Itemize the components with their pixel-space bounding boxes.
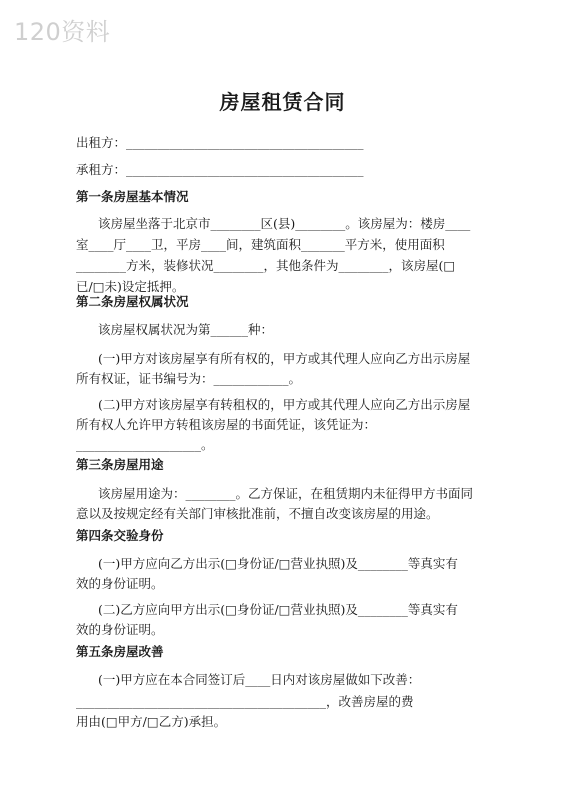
lessee-line: 承租方：______________________________________	[76, 162, 364, 177]
section-1-line: 该房屋坐落于北京市________区(县)________。该房屋为：楼房____	[98, 216, 471, 231]
document-title: 房屋租赁合同	[219, 90, 346, 114]
section-1-heading: 第一条房屋基本情况	[76, 189, 189, 204]
section-2-item-2-line: (二)甲方对该房屋享有转租权的，甲方或其代理人应向乙方出示房屋	[98, 397, 471, 412]
section-4-item-1-line: (一)甲方应向乙方出示(□身份证/□营业执照)及________等真实有	[98, 556, 458, 571]
section-5-item-1-line: ________________________________________，改善房屋的费	[76, 694, 414, 709]
section-3-heading: 第三条房屋用途	[76, 457, 164, 472]
section-1-line: ________方米，装修状况________，其他条件为________，该房屋(□	[76, 258, 456, 273]
watermark: 120资料	[14, 18, 111, 46]
section-4-item-1-line: 效的身份证明。	[76, 576, 164, 591]
lessor-line: 出租方：______________________________________	[76, 135, 364, 150]
section-2-item-1-line: (一)甲方对该房屋享有所有权的，甲方或其代理人应向乙方出示房屋	[98, 351, 471, 366]
section-2-intro: 该房屋权属状况为第______种：	[98, 322, 274, 337]
section-4-item-2-line: 效的身份证明。	[76, 622, 164, 637]
section-4-heading: 第四条交验身份	[76, 528, 164, 543]
section-2-item-2-line: 所有权人允许甲方转租该房屋的书面凭证，该凭证为：	[76, 417, 377, 432]
section-2-heading: 第二条房屋权属状况	[76, 294, 189, 309]
section-1-line: 室____厅____卫，平房____间，建筑面积_______平方米，使用面积	[76, 237, 445, 252]
section-5-item-1-line: (一)甲方应在本合同签订后____日内对该房屋做如下改善：	[98, 672, 421, 687]
section-1-line: 已/□未)设定抵押。	[76, 279, 185, 294]
section-3-line: 该房屋用途为：________。乙方保证，在租赁期内未征得甲方书面同	[98, 486, 474, 501]
section-4-item-2-line: (二)乙方应向甲方出示(□身份证/□营业执照)及________等真实有	[98, 602, 458, 617]
section-2-item-1-line: 所有权证，证书编号为：____________。	[76, 371, 302, 386]
section-3-line: 意以及按规定经有关部门审核批准前，不擅自改变该房屋的用途。	[76, 506, 439, 521]
section-5-heading: 第五条房屋改善	[76, 644, 164, 659]
section-5-item-1-line: 用由(□甲方/□乙方)承担。	[76, 714, 227, 729]
section-2-item-2-line: ____________________。	[76, 437, 214, 452]
